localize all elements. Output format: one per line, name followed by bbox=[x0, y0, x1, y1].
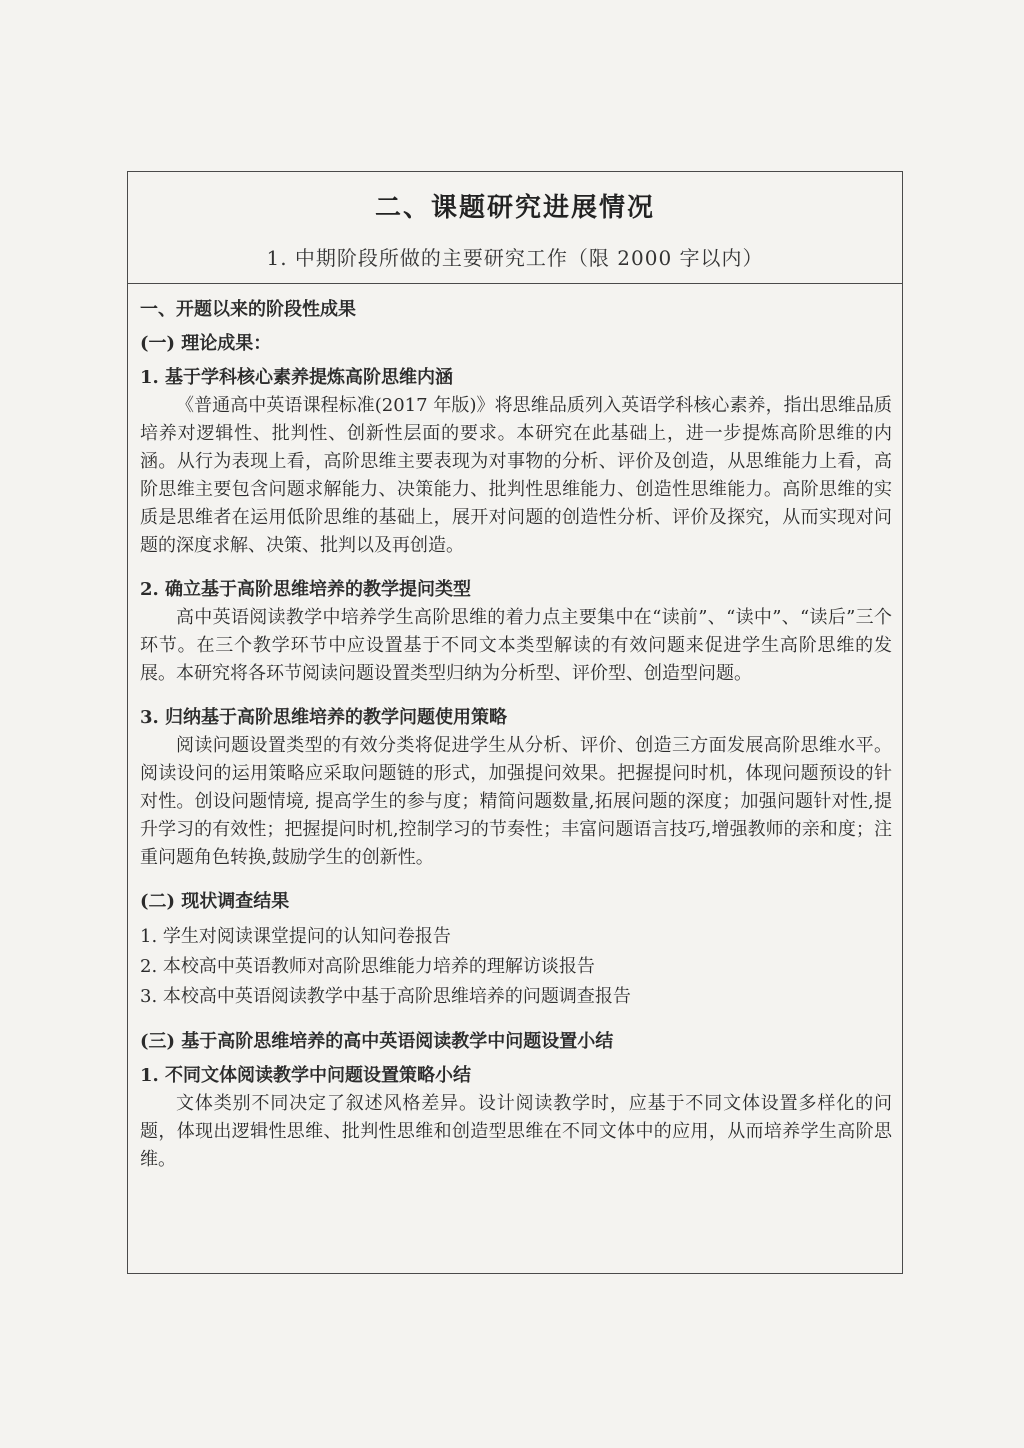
item2-title: 2. 确立基于高阶思维培养的教学提问类型 bbox=[140, 579, 472, 600]
item1-title: 1. 基于学科核心素养提炼高阶思维内涵 bbox=[140, 367, 454, 388]
section-title: 二、课题研究进展情况 bbox=[374, 193, 655, 223]
list-item: 3. 本校高中英语阅读教学中基于高阶思维培养的问题调查报告 bbox=[140, 986, 631, 1007]
part1-title: 一、开题以来的阶段性成果 bbox=[140, 299, 356, 320]
summary-item1-title: 1. 不同文体阅读教学中问题设置策略小结 bbox=[140, 1065, 472, 1086]
theory-title: (一) 理论成果： bbox=[140, 333, 272, 354]
item3-title: 3. 归纳基于高阶思维培养的教学问题使用策略 bbox=[140, 707, 508, 728]
list-item: 1. 学生对阅读课堂提问的认知问卷报告 bbox=[140, 926, 451, 947]
progress-form-table bbox=[127, 171, 903, 1274]
summary-title: (三) 基于高阶思维培养的高中英语阅读教学中问题设置小结 bbox=[140, 1031, 614, 1052]
survey-list bbox=[140, 922, 892, 1012]
list-item: 2. 本校高中英语教师对高阶思维能力培养的理解访谈报告 bbox=[140, 956, 595, 977]
form-body-cell bbox=[128, 284, 902, 1174]
form-header-cell bbox=[128, 172, 902, 284]
survey-title: (二) 现状调查结果 bbox=[140, 891, 290, 912]
item1-paragraph: 《普通高中英语课程标准(2017 年版)》将思维品质列入英语学科核心素养，指出思维品质培养对逻辑性、批判性、创新性层面的要求。本研究在此基础上，进一步提炼高阶思维的内涵。从行为表现上看，高阶思维主要表现为对事物的分析、评价及创造，从思维能力上看，高阶思维主要包含问题求解能力、决策能力、批判性思维能力、创造性思维能力。高阶思维的实质是思维者在运用低阶思维的基础上，展开对问题的创造性分析、评价及探究，从而实现对问题的深度求解、决策、批判以及再创造。 bbox=[140, 395, 892, 556]
summary-item1-paragraph: 文体类别不同决定了叙述风格差异。设计阅读教学时，应基于不同文体设置多样化的问题，体现出逻辑性思维、批判性思维和创造型思维在不同文体中的应用，从而培养学生高阶思维。 bbox=[140, 1093, 892, 1170]
section-subtitle: 1. 中期阶段所做的主要研究工作（限 2000 字以内） bbox=[266, 246, 764, 270]
item2-paragraph: 高中英语阅读教学中培养学生高阶思维的着力点主要集中在“读前”、“读中”、“读后”三个环节。在三个教学环节中应设置基于不同文本类型解读的有效问题来促进学生高阶思维的发展。本研究将各环节阅读问题设置类型归纳为分析型、评价型、创造型问题。 bbox=[140, 607, 892, 684]
item3-paragraph: 阅读问题设置类型的有效分类将促进学生从分析、评价、创造三方面发展高阶思维水平。阅读设问的运用策略应采取问题链的形式，加强提问效果。把握提问时机，体现问题预设的针对性。创设问题情境, 提高学生的参与度；精简问题数量,拓展问题的深度；加强问题针对性,提升学习的有效性；把握提问时机,控制学习的节奏性；丰富问题语言技巧,增强教师的亲和度；注重问题角色转换,鼓励学生的创新性。 bbox=[140, 735, 892, 868]
